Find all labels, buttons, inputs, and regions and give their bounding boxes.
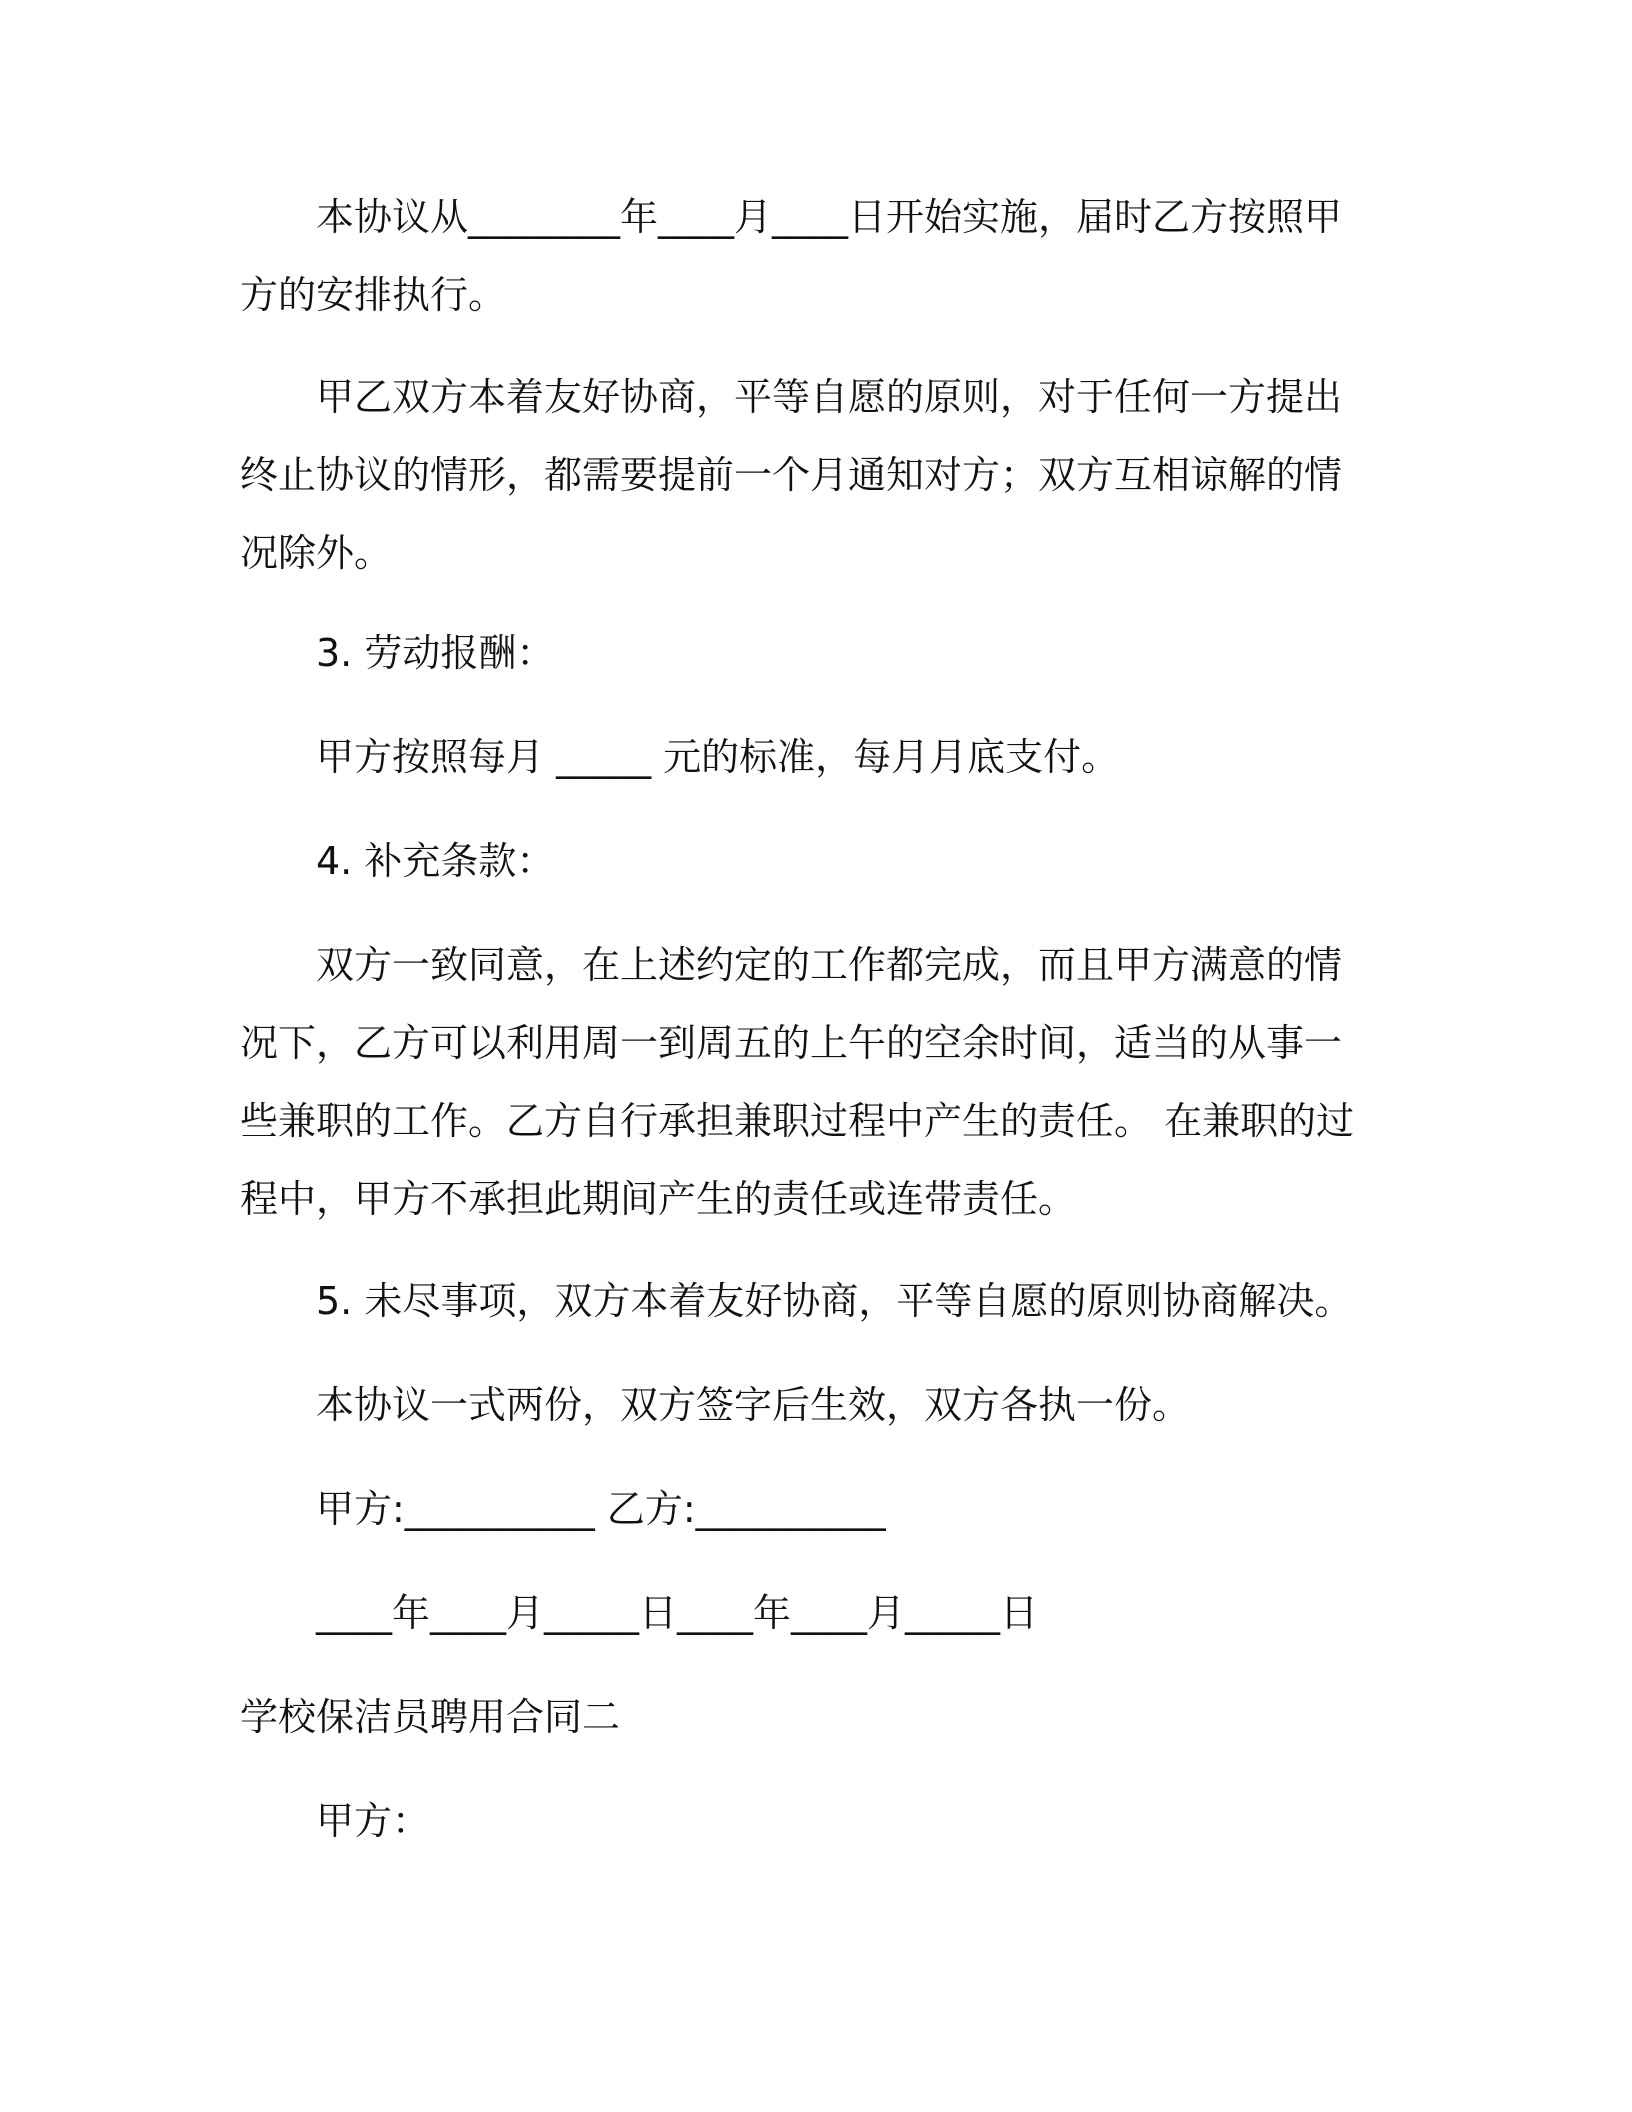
paragraph-termination: 甲乙双方本着友好协商，平等自愿的原则，对于任何一方提出终止协议的情形，都需要提前一个月通知对方；双方互相谅解的情况除外。 (240, 375, 1343, 575)
paragraph-unsettled-matters: 5. 未尽事项，双方本着友好协商，平等自愿的原则协商解决。 (316, 1279, 1353, 1323)
heading-labor-pay: 3. 劳动报酬： (316, 631, 555, 675)
paragraph-copies: 本协议一式两份，双方签字后生效，双方各执一份。 (316, 1383, 1191, 1427)
paragraph-monthly-pay: 甲方按照每月 _____ 元的标准，每月月底支付。 (316, 735, 1120, 779)
paragraph-start-date: 本协议从________年____月____日开始实施，届时乙方按照甲方的安排执行。 (240, 195, 1343, 317)
party-a-label: 甲方： (316, 1799, 431, 1843)
paragraph-part-time: 双方一致同意，在上述约定的工作都完成，而且甲方满意的情况下，乙方可以利用周一到周五的上午的空余时间，适当的从事一些兼职的工作。乙方自行承担兼职过程中产生的责任。 在兼职的过程中，甲方不承担此期间产生的责任或连带责任。 (240, 943, 1355, 1221)
signature-line: 甲方:__________ 乙方:__________ (316, 1487, 886, 1531)
section-title-contract-two: 学校保洁员聘用合同二 (240, 1695, 621, 1739)
heading-supplementary-terms: 4. 补充条款： (316, 839, 555, 883)
date-line: ____年____月_____日____年____月_____日 (316, 1591, 1039, 1635)
